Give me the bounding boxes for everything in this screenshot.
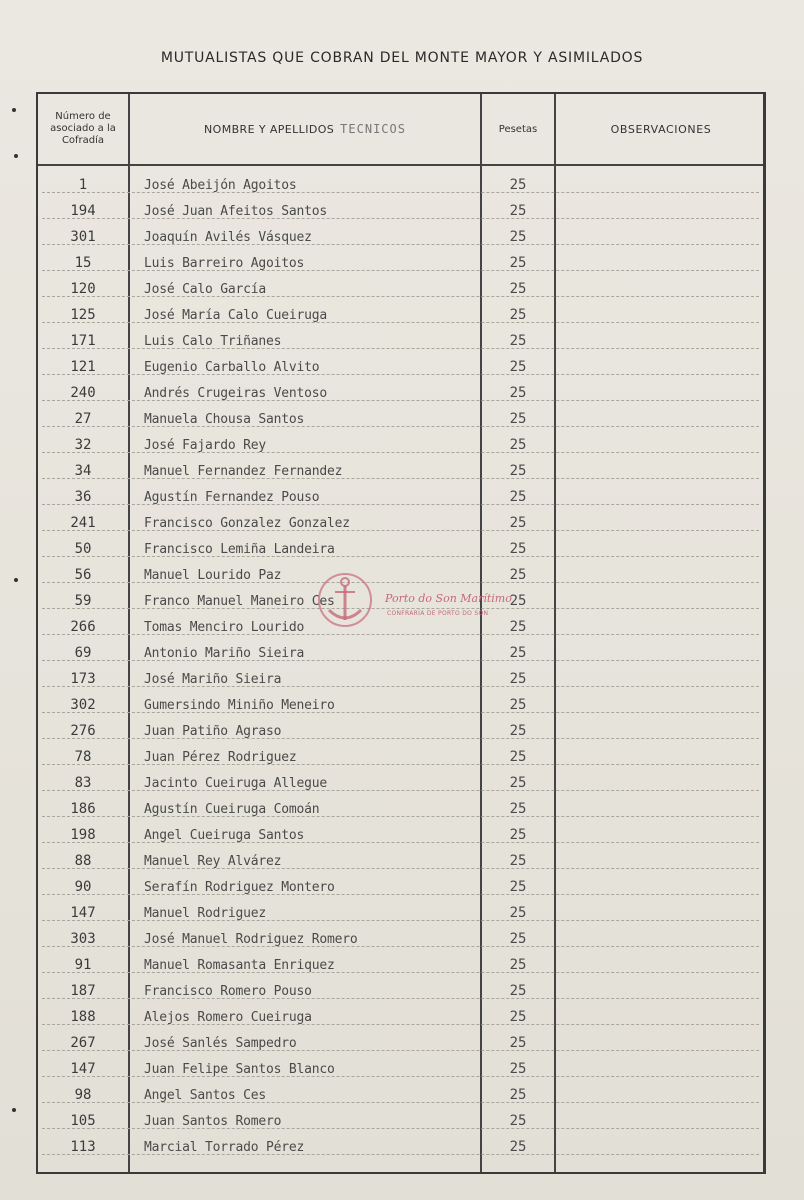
table-row [38,976,763,1002]
table-row [38,508,763,534]
table-row [38,1028,763,1054]
member-number: 78 [74,749,92,765]
member-pesetas: 25 [509,957,527,973]
member-number: 267 [70,1035,96,1051]
member-name: Antonio Mariño Sieira [144,646,305,661]
member-number: 276 [70,723,96,739]
member-pesetas: 25 [509,879,527,895]
member-pesetas: 25 [509,229,527,245]
member-pesetas: 25 [509,567,527,583]
member-name: Agustín Fernandez Pouso [144,490,320,505]
table-row [38,326,763,352]
table-row [38,300,763,326]
member-name: Juan Santos Romero [144,1114,282,1129]
table-row [38,352,763,378]
table-row [38,950,763,976]
member-number: 125 [70,307,96,323]
member-number: 303 [70,931,96,947]
member-pesetas: 25 [509,359,527,375]
member-name: Manuel Lourido Paz [144,568,282,583]
table-row [38,794,763,820]
member-number: 240 [70,385,96,401]
table-row [38,768,763,794]
member-number: 83 [74,775,92,791]
member-name: José Manuel Rodriguez Romero [144,932,358,947]
member-pesetas: 25 [509,1087,527,1103]
table-row [38,430,763,456]
member-name: José Calo García [144,282,267,297]
member-pesetas: 25 [509,255,527,271]
header-member-number: Número de asociado a la Cofradía [50,111,116,146]
watermark-line1: Porto do Son Marítimo [385,592,512,605]
member-name: Juan Felipe Santos Blanco [144,1062,335,1077]
member-number: 194 [70,203,96,219]
member-number: 301 [70,229,96,245]
table-row [38,1106,763,1132]
member-number: 59 [74,593,92,609]
member-number: 69 [74,645,92,661]
member-name: José Sanlés Sampedro [144,1036,297,1051]
table-row [38,222,763,248]
table-row [38,248,763,274]
member-pesetas: 25 [509,723,527,739]
member-number: 88 [74,853,92,869]
member-name: Manuel Rey Alvárez [144,854,282,869]
member-pesetas: 25 [509,905,527,921]
table-row [38,820,763,846]
table-row [38,898,763,924]
member-pesetas: 25 [509,983,527,999]
table-row [38,1132,763,1158]
member-name: Alejos Romero Cueiruga [144,1010,312,1025]
member-pesetas: 25 [509,463,527,479]
member-number: 147 [70,905,96,921]
member-pesetas: 25 [509,853,527,869]
member-pesetas: 25 [509,411,527,427]
member-pesetas: 25 [509,489,527,505]
member-number: 266 [70,619,96,635]
header-observations: OBSERVACIONES [610,122,712,136]
table-row [38,196,763,222]
member-pesetas: 25 [509,593,527,609]
member-name: Jacinto Cueiruga Allegue [144,776,328,791]
member-number: 32 [74,437,92,453]
member-number: 1 [78,177,88,193]
table-row [38,872,763,898]
table-row [38,170,763,196]
member-number: 105 [70,1113,96,1129]
member-pesetas: 25 [509,775,527,791]
header-name-label: NOMBRE Y APELLIDOS [204,122,335,136]
header-name [130,94,480,164]
anchor-icon [305,560,385,640]
punch-hole [14,578,18,582]
member-name: José Mariño Sieira [144,672,282,687]
table-row [38,404,763,430]
table-row [38,690,763,716]
member-number: 91 [74,957,92,973]
member-pesetas: 25 [509,203,527,219]
punch-hole [12,108,16,112]
table-row [38,846,763,872]
member-name: Luis Barreiro Agoitos [144,256,305,271]
member-name: Manuel Rodriguez [144,906,267,921]
table-row [38,716,763,742]
member-pesetas: 25 [509,1113,527,1129]
member-pesetas: 25 [509,931,527,947]
member-number: 241 [70,515,96,531]
member-name: Francisco Lemiña Landeira [144,542,335,557]
member-name: Manuela Chousa Santos [144,412,305,427]
member-pesetas: 25 [509,385,527,401]
member-pesetas: 25 [509,645,527,661]
member-name: Franco Manuel Maneiro Ces [144,594,335,609]
table-row [38,274,763,300]
member-name: Marcial Torrado Pérez [144,1140,305,1155]
member-pesetas: 25 [509,827,527,843]
member-name: Eugenio Carballo Alvito [144,360,320,375]
member-pesetas: 25 [509,1035,527,1051]
member-number: 186 [70,801,96,817]
member-number: 34 [74,463,92,479]
member-name: Juan Pérez Rodriguez [144,750,297,765]
member-pesetas: 25 [509,749,527,765]
member-number: 98 [74,1087,92,1103]
member-pesetas: 25 [509,619,527,635]
member-number: 120 [70,281,96,297]
member-name: Agustín Cueiruga Comoán [144,802,320,817]
member-name: Luis Calo Triñanes [144,334,282,349]
member-number: 198 [70,827,96,843]
member-name: Angel Santos Ces [144,1088,267,1103]
member-name: José María Calo Cueiruga [144,308,328,323]
member-pesetas: 25 [509,541,527,557]
table-row [38,742,763,768]
watermark-logo [305,560,512,640]
member-name: Tomas Menciro Lourido [144,620,305,635]
table-row [38,1054,763,1080]
table-row [38,482,763,508]
member-number: 147 [70,1061,96,1077]
member-number: 121 [70,359,96,375]
member-number: 50 [74,541,92,557]
member-name: José Abeijón Agoitos [144,178,297,193]
page-title: MUTUALISTAS QUE COBRAN DEL MONTE MAYOR Y ASIMILADOS [160,50,644,66]
member-name: Joaquín Avilés Vásquez [144,230,312,245]
table-row [38,638,763,664]
member-pesetas: 25 [509,801,527,817]
member-pesetas: 25 [509,671,527,687]
member-pesetas: 25 [509,1061,527,1077]
member-number: 15 [74,255,92,271]
member-name: Serafín Rodriguez Montero [144,880,335,895]
member-name: Juan Patiño Agraso [144,724,282,739]
table-row [38,378,763,404]
watermark-line2: CONFRARÍA DE PORTO DO SON [387,610,489,617]
member-number: 187 [70,983,96,999]
member-name: Angel Cueiruga Santos [144,828,305,843]
member-number: 56 [74,567,92,583]
member-number: 171 [70,333,96,349]
member-number: 188 [70,1009,96,1025]
table-row [38,1002,763,1028]
member-name: Francisco Romero Pouso [144,984,312,999]
member-name: Manuel Fernandez Fernandez [144,464,343,479]
table-row [38,664,763,690]
member-name: José Fajardo Rey [144,438,267,453]
member-name: Manuel Romasanta Enriquez [144,958,335,973]
member-number: 27 [74,411,92,427]
punch-hole [12,1108,16,1112]
table-row [38,1080,763,1106]
member-name: Francisco Gonzalez Gonzalez [144,516,350,531]
member-name: Gumersindo Miniño Meneiro [144,698,335,713]
member-number: 173 [70,671,96,687]
table-row [38,534,763,560]
member-pesetas: 25 [509,697,527,713]
member-name: Andrés Crugeiras Ventoso [144,386,328,401]
member-pesetas: 25 [509,1009,527,1025]
header-pesetas: Pesetas [498,123,538,135]
member-pesetas: 25 [509,1139,527,1155]
member-pesetas: 25 [509,333,527,349]
table-row [38,456,763,482]
member-pesetas: 25 [509,437,527,453]
punch-hole [14,154,18,158]
member-number: 90 [74,879,92,895]
member-number: 113 [70,1139,96,1155]
member-pesetas: 25 [509,515,527,531]
member-pesetas: 25 [509,177,527,193]
member-number: 36 [74,489,92,505]
member-pesetas: 25 [509,307,527,323]
member-name: José Juan Afeitos Santos [144,204,328,219]
table-row [38,924,763,950]
member-number: 302 [70,697,96,713]
member-pesetas: 25 [509,281,527,297]
header-name-stamp: TECNICOS [340,122,406,136]
